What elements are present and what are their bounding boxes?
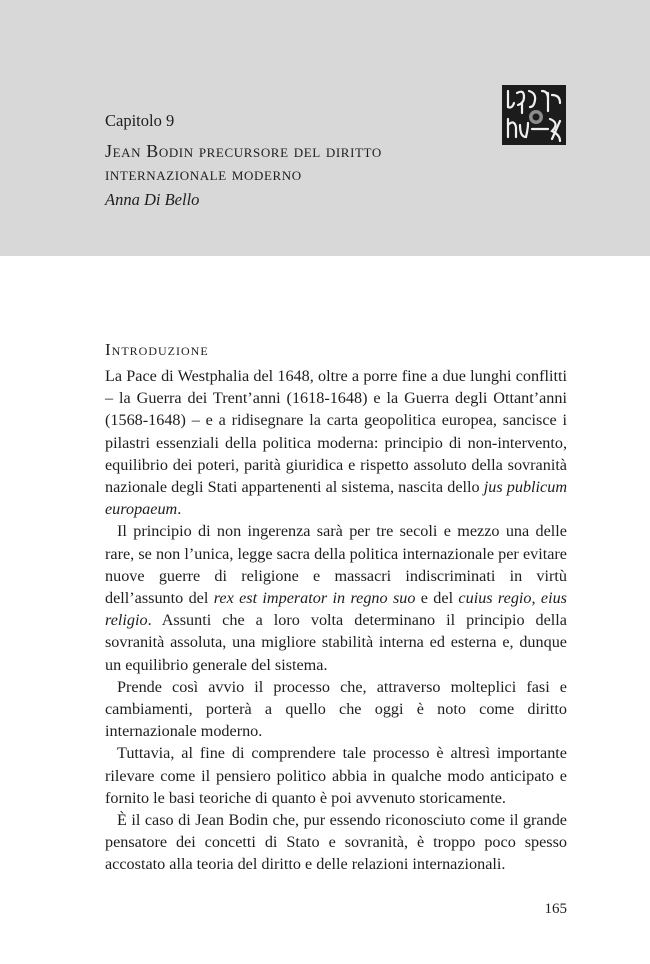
body-text (105, 365, 567, 876)
text-run: . Assunti che a loro volta determinano il principio della sovranità assoluta, una migliore stabilità interna ed esterna e, dunque un equilibrio generale del sistema. (105, 611, 567, 674)
chapter-author: Anna Di Bello (105, 190, 200, 209)
text-run: La Pace di Westphalia del 1648, oltre a porre fine a due lunghi conflitti – la Guerra dei Trent’anni (1618-1648) e la Guerra degli Ottant’anni (1568-1648) – e a ridisegnare la carta geopolitica europea, sancisce i pilastri essenziali della politica moderna: principio di non-intervento, equilibrio dei poteri, parità giuridica e rispetto assoluto della sovranità nazionale degli Stati appartenenti al sistema, nascita dello (105, 367, 567, 497)
text-run: Prende così avvio il processo che, attraverso molteplici fasi e cambiamenti, porterà a quello che oggi è noto come diritto internazionale moderno. (105, 677, 567, 741)
paragraph (105, 520, 567, 675)
italic-phrase: rex est imperator in regno suo (213, 589, 416, 608)
paragraph (105, 742, 567, 809)
chapter-label: Capitolo 9 (105, 111, 175, 130)
chapter-title (105, 140, 525, 186)
text-run: Tuttavia, al fine di comprendere tale processo è altresì importante rilevare come il pensiero politico abbia in qualche modo anticipato e fornito le basi teoriche di quanto è poi avvenuto storicamente. (105, 744, 567, 807)
text-run: e del (415, 589, 459, 608)
text-run: È il caso di Jean Bodin che, pur essendo riconosciuto come il grande pensatore dei concetti di Stato e sovranità, è troppo poco spesso accostato alla teoria del diritto e delle relazioni internazionali. (105, 811, 567, 874)
italic-phrase: cuius regio, eius religio (105, 589, 567, 630)
chapter-title-line-1: Jean Bodin precursore del diritto (105, 141, 382, 161)
chapter-title-line-2: internazionale moderno (105, 164, 302, 184)
publisher-logo-icon (502, 85, 566, 145)
paragraph (105, 809, 567, 876)
page-number: 165 (544, 901, 567, 917)
italic-phrase: jus publicum europaeum (105, 478, 568, 519)
section-heading: Introduzione (105, 340, 209, 359)
paragraph (105, 365, 567, 520)
text-run: Il principio di non ingerenza sarà per tre secoli e mezzo una delle rare, se non l’unica, legge sacra della politica internazionale per evitare nuove guerre di religione e massacri indiscriminati in virtù dell’assunto del (105, 522, 567, 608)
text-run: . (177, 500, 182, 519)
paragraph (105, 676, 567, 743)
